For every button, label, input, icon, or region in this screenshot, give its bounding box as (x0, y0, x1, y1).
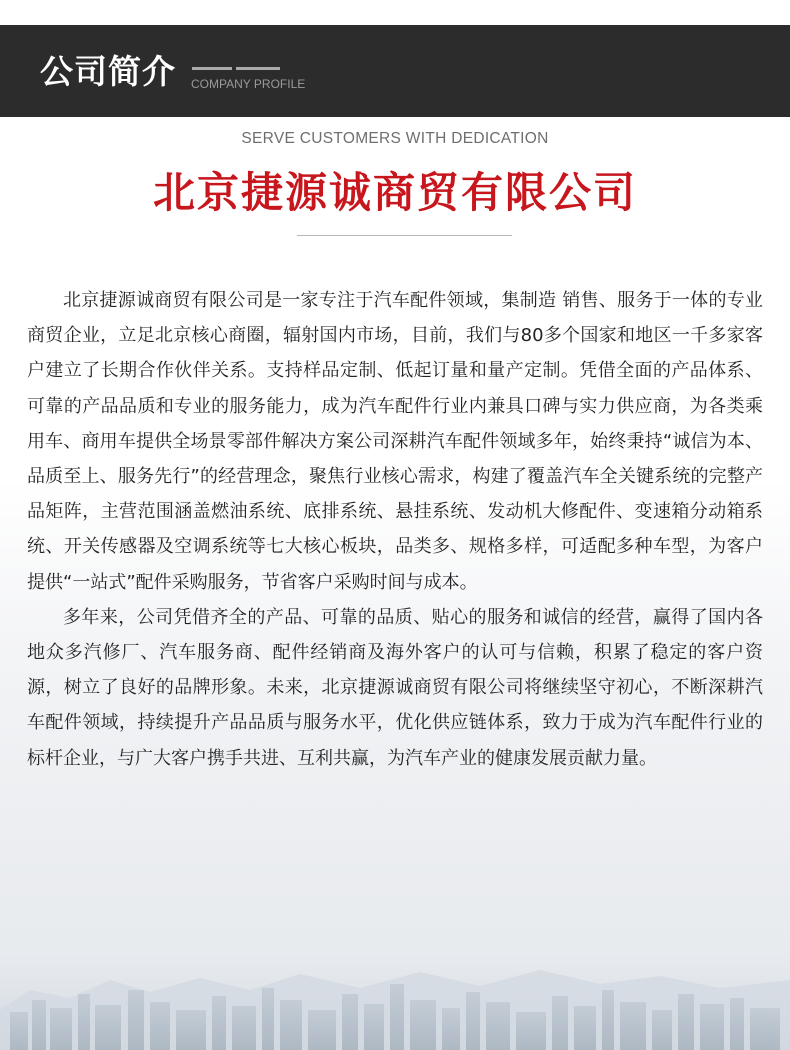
company-name: 北京捷源诚商贸有限公司 (152, 168, 637, 217)
page-subtitle: COMPANY PROFILE (191, 77, 306, 91)
paragraph: 多年来，公司凭借齐全的产品、可靠的品质、贴心的服务和诚信的经营，赢得了国内各地众多汽修厂、汽车服务商、配件经销商及海外客户的认可与信赖，积累了稳定的客户资源，树立了良好的品牌形象。未来，北京捷源诚商贸有限公司将继续坚守初心，不断深耕汽车配件领域，持续提升产品品质与服务水平，优化供应链体系，致力于成为汽车配件行业的标杆企业，与广大客户携手共进、互利共赢，为汽车产业的健康发展贡献力量。 (27, 606, 763, 769)
company-description (27, 283, 763, 776)
title-divider (297, 235, 512, 236)
paragraph: 北京捷源诚商贸有限公司是一家专注于汽车配件领域，集制造 销售、服务于一体的专业商贸企业，立足北京核心商圈，辐射国内市场，目前，我们与80多个国家和地区一千多家客户建立了长期合作伙伴关系。支持样品定制、低起订量和量产定制。凭借全面的产品体系、可靠的产品品质和专业的服务能力，成为汽车配件行业内兼具口碑与实力供应商，为各类乘用车、商用车提供全场景零部件解决方案公司深耕汽车配件领域多年，始终秉持“诚信为本、品质至上、服务先行”的经营理念，聚焦行业核心需求，构建了覆盖汽车全关键系统的完整产品矩阵，主营范围涵盖燃油系统、底排系统、悬挂系统、发动机大修配件、变速箱分动箱系统、开关传感器及空调系统等七大核心板块，品类多、规格多样，可适配多种车型，为客户提供“一站式”配件采购服务，节省客户采购时间与成本。 (27, 290, 763, 593)
page-title: 公司简介 (40, 52, 176, 91)
tagline: SERVE CUSTOMERS WITH DEDICATION (241, 130, 549, 147)
city-skyline-illustration (0, 950, 790, 1050)
